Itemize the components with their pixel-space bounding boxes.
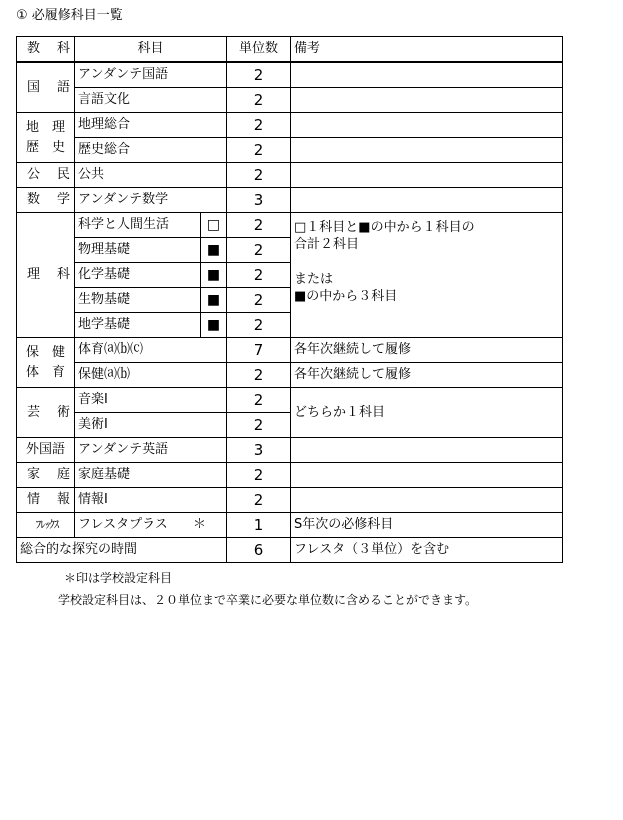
subject-name: アンダンテ国語 (75, 62, 227, 88)
kyoka-katei-2: 庭 (56, 467, 70, 482)
subject-name: 生物基礎 (75, 288, 201, 313)
header-tani: 単位数 (227, 37, 291, 63)
subject-name: 公共 (75, 163, 227, 188)
table-row (17, 513, 563, 538)
table-row (17, 438, 563, 463)
subject-name: 美術Ⅰ (75, 413, 227, 438)
note-cell (291, 138, 563, 163)
option-mark: □ (201, 213, 227, 238)
subject-name: 総合的な探究の時間 (17, 538, 227, 563)
note-cell: S年次の必修科目 (291, 513, 563, 538)
units-value: 2 (227, 213, 291, 238)
footnote-credits: 学校設定科目は、２０単位まで卒業に必要な単位数に含めることができます。 (58, 593, 478, 607)
kyoka-sugaku-2: 学 (56, 192, 70, 207)
note-cell (291, 488, 563, 513)
kyoka-joho-2: 報 (56, 492, 70, 507)
table-row (17, 463, 563, 488)
kyoka-flex: ﾌﾚｯｸｽ (17, 513, 75, 538)
subject-name: 地学基礎 (75, 313, 201, 338)
units-value: 3 (227, 188, 291, 213)
table-row (17, 213, 563, 238)
kyoka-rika-2: 科 (56, 267, 70, 282)
kyoka-chireki-2: 歴 史 (25, 139, 65, 155)
note-cell (291, 62, 563, 88)
header-kyoka-2: 科 (56, 41, 70, 56)
table-row (17, 163, 563, 188)
kyoka-chireki-1: 地 理 (25, 119, 65, 135)
subject-name: 体育⒜⒝⒞ (75, 338, 227, 363)
footnote-star: ＊印は学校設定科目 (64, 571, 173, 585)
kyoka-joho-1: 情 (27, 492, 41, 507)
units-value: 2 (227, 138, 291, 163)
kyoka-gaikokugo: 外国語 (17, 438, 75, 463)
subject-name: アンダンテ数学 (75, 188, 227, 213)
header-kamoku: 科目 (75, 37, 227, 63)
kyoka-hoken-2: 体 育 (25, 364, 65, 380)
kyoka-hoken-1: 保 健 (25, 344, 65, 360)
note-geijutsu: どちらか１科目 (291, 388, 563, 438)
kyoka-komin-1: 公 (27, 167, 41, 182)
table-row (17, 388, 563, 413)
subject-name: 言語文化 (75, 88, 227, 113)
units-value: 2 (227, 413, 291, 438)
units-value: 2 (227, 488, 291, 513)
subject-name: 家庭基礎 (75, 463, 227, 488)
kyoka-geijutsu-1: 芸 (27, 404, 41, 420)
school-subject-star: ＊ (193, 517, 207, 532)
kyoka-kokugo-1: 国 (27, 79, 41, 95)
table-header-row (17, 37, 563, 63)
units-value: 2 (227, 238, 291, 263)
kyoka-komin-2: 民 (56, 167, 70, 182)
table-row (17, 113, 563, 138)
subject-name: 情報Ⅰ (75, 488, 227, 513)
header-biko: 備考 (291, 37, 563, 63)
units-value: 3 (227, 438, 291, 463)
option-mark: ■ (201, 238, 227, 263)
table-row (17, 138, 563, 163)
option-mark: ■ (201, 313, 227, 338)
kyoka-rika-1: 理 (27, 267, 41, 282)
note-rika-line-2: 合計２科目 (294, 237, 360, 252)
subject-name: 保健⒜⒝ (75, 363, 227, 388)
note-rika-line-3: または (294, 272, 334, 287)
units-value: 1 (227, 513, 291, 538)
units-value: 7 (227, 338, 291, 363)
subject-name: 地理総合 (75, 113, 227, 138)
kyoka-sugaku-1: 数 (27, 192, 41, 207)
units-value: 2 (227, 88, 291, 113)
note-cell (291, 438, 563, 463)
required-subjects-table (16, 36, 563, 563)
subject-name: 科学と人間生活 (75, 213, 201, 238)
subject-name: 物理基礎 (75, 238, 201, 263)
note-cell: 各年次継続して履修 (291, 363, 563, 388)
kyoka-geijutsu-2: 術 (56, 404, 70, 420)
subject-name: 音楽Ⅰ (75, 388, 227, 413)
option-mark: ■ (201, 263, 227, 288)
note-cell (291, 188, 563, 213)
note-cell: フレスタ（３単位）を含む (291, 538, 563, 563)
subject-name: フレスタプラス (78, 517, 168, 532)
kyoka-katei-1: 家 (27, 467, 41, 482)
units-value: 2 (227, 263, 291, 288)
table-row (17, 62, 563, 88)
note-cell (291, 163, 563, 188)
subject-name: アンダンテ英語 (75, 438, 227, 463)
units-value: 2 (227, 288, 291, 313)
note-cell (291, 88, 563, 113)
units-value: 2 (227, 388, 291, 413)
kyoka-kokugo-2: 語 (56, 79, 70, 95)
units-value: 2 (227, 113, 291, 138)
table-row (17, 88, 563, 113)
table-row (17, 488, 563, 513)
note-cell (291, 113, 563, 138)
units-value: 2 (227, 313, 291, 338)
note-rika-line-1: □１科目と■の中から１科目の (294, 220, 475, 235)
table-row (17, 363, 563, 388)
note-cell: 各年次継続して履修 (291, 338, 563, 363)
units-value: 6 (227, 538, 291, 563)
units-value: 2 (227, 62, 291, 88)
note-cell (291, 463, 563, 488)
units-value: 2 (227, 463, 291, 488)
option-mark: ■ (201, 288, 227, 313)
table-row (17, 188, 563, 213)
header-kyoka-1: 教 (27, 41, 41, 56)
subject-name: 化学基礎 (75, 263, 201, 288)
units-value: 2 (227, 363, 291, 388)
table-row (17, 538, 563, 563)
note-rika (291, 213, 563, 338)
table-row (17, 338, 563, 363)
units-value: 2 (227, 163, 291, 188)
note-rika-line-4: ■の中から３科目 (294, 289, 398, 304)
page-title: ① 必履修科目一覧 (16, 8, 123, 23)
subject-name: 歴史総合 (75, 138, 227, 163)
